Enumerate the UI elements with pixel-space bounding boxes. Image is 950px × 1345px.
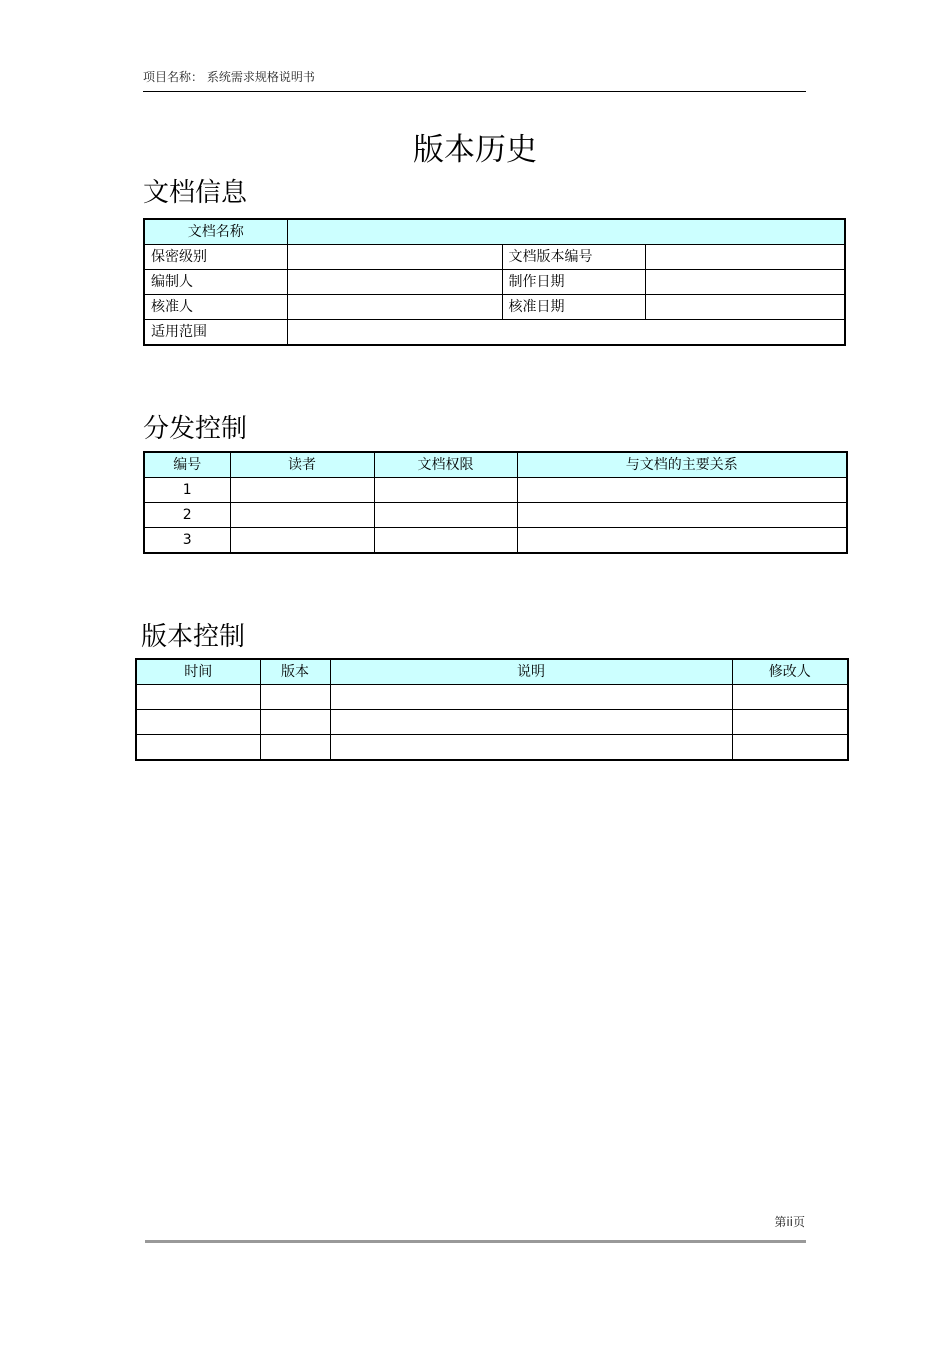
author-label: 编制人 xyxy=(144,270,287,295)
table-row xyxy=(144,528,847,554)
reader-cell[interactable] xyxy=(230,503,374,528)
reader-cell[interactable] xyxy=(230,478,374,503)
doc-info-heading: 文档信息 xyxy=(143,178,248,208)
header-project-name: 项目名称： 系统需求规格说明书 xyxy=(143,70,315,84)
version-cell[interactable] xyxy=(260,685,330,710)
table-row xyxy=(136,685,848,710)
table-row xyxy=(144,478,847,503)
row-number: 3 xyxy=(144,528,230,554)
time-cell[interactable] xyxy=(136,735,260,761)
column-header-modifier: 修改人 xyxy=(732,659,848,685)
relation-cell[interactable] xyxy=(517,478,847,503)
version-control-heading: 版本控制 xyxy=(141,622,246,652)
footer-divider xyxy=(145,1240,806,1243)
row-number: 1 xyxy=(144,478,230,503)
page-number: 第ii页 xyxy=(774,1215,805,1229)
header-divider xyxy=(143,91,806,92)
row-number: 2 xyxy=(144,503,230,528)
table-row xyxy=(144,245,845,270)
table-row xyxy=(144,503,847,528)
version-cell[interactable] xyxy=(260,710,330,735)
version-number-value[interactable] xyxy=(645,245,845,270)
table-row xyxy=(144,270,845,295)
table-row xyxy=(144,320,845,346)
approver-value[interactable] xyxy=(287,295,502,320)
modifier-cell[interactable] xyxy=(732,735,848,761)
description-cell[interactable] xyxy=(330,710,732,735)
version-cell[interactable] xyxy=(260,735,330,761)
column-header-number: 编号 xyxy=(144,452,230,478)
time-cell[interactable] xyxy=(136,685,260,710)
description-cell[interactable] xyxy=(330,685,732,710)
table-header-row xyxy=(144,452,847,478)
approver-label: 核准人 xyxy=(144,295,287,320)
approval-date-label: 核准日期 xyxy=(502,295,645,320)
table-header-row xyxy=(136,659,848,685)
approval-date-value[interactable] xyxy=(645,295,845,320)
permission-cell[interactable] xyxy=(374,478,517,503)
permission-cell[interactable] xyxy=(374,503,517,528)
version-control-table xyxy=(135,658,849,761)
column-header-relation: 与文档的主要关系 xyxy=(517,452,847,478)
version-number-label: 文档版本编号 xyxy=(502,245,645,270)
security-level-value[interactable] xyxy=(287,245,502,270)
column-header-version: 版本 xyxy=(260,659,330,685)
table-row xyxy=(136,735,848,761)
distribution-heading: 分发控制 xyxy=(143,414,248,444)
description-cell[interactable] xyxy=(330,735,732,761)
author-value[interactable] xyxy=(287,270,502,295)
permission-cell[interactable] xyxy=(374,528,517,554)
doc-name-label: 文档名称 xyxy=(144,219,287,245)
column-header-time: 时间 xyxy=(136,659,260,685)
modifier-cell[interactable] xyxy=(732,685,848,710)
table-row xyxy=(144,219,845,245)
column-header-description: 说明 xyxy=(330,659,732,685)
distribution-table xyxy=(143,451,848,554)
scope-label: 适用范围 xyxy=(144,320,287,346)
creation-date-value[interactable] xyxy=(645,270,845,295)
creation-date-label: 制作日期 xyxy=(502,270,645,295)
time-cell[interactable] xyxy=(136,710,260,735)
security-level-label: 保密级别 xyxy=(144,245,287,270)
table-row xyxy=(144,295,845,320)
doc-name-value[interactable] xyxy=(287,219,845,245)
scope-value[interactable] xyxy=(287,320,845,346)
table-row xyxy=(136,710,848,735)
reader-cell[interactable] xyxy=(230,528,374,554)
relation-cell[interactable] xyxy=(517,503,847,528)
column-header-permission: 文档权限 xyxy=(374,452,517,478)
relation-cell[interactable] xyxy=(517,528,847,554)
modifier-cell[interactable] xyxy=(732,710,848,735)
page-title: 版本历史 xyxy=(413,132,537,168)
column-header-reader: 读者 xyxy=(230,452,374,478)
doc-info-table xyxy=(143,218,846,346)
